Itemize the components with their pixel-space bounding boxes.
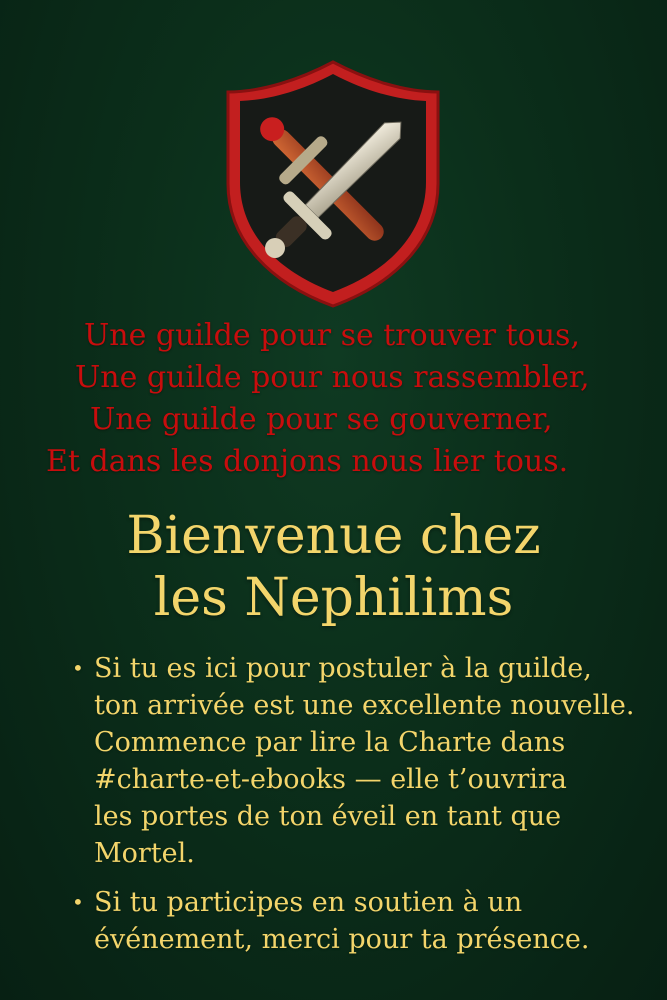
bullet-icon: • <box>72 890 84 914</box>
bullet-line: Si tu es ici pour postuler à la guilde, <box>94 653 592 684</box>
bullet-line: Si tu participes en soutien à un <box>94 887 523 918</box>
title-line: les Nephilims <box>153 568 514 628</box>
bullet-line: événement, merci pour ta présence. <box>94 924 590 955</box>
page-title <box>0 505 667 629</box>
crossed-swords-shield-icon <box>222 58 444 310</box>
bullet-line: #charte-et-ebooks — elle t’ouvrira <box>94 764 567 795</box>
bullet-line: ton arrivée est une excellente nouvelle. <box>94 690 635 721</box>
bullet-line: les portes de ton éveil en tant que <box>94 801 562 832</box>
poem-line: Une guilde pour nous rassembler, <box>75 360 590 395</box>
list-item <box>70 884 640 958</box>
poem-line: Et dans les donjons nous lier tous. <box>46 444 569 479</box>
poem-line: Une guilde pour se trouver tous, <box>84 318 580 353</box>
bullet-list <box>70 650 640 958</box>
bullet-icon: • <box>72 656 84 680</box>
poem-line: Une guilde pour se gouverner, <box>90 402 553 437</box>
title-line: Bienvenue chez <box>126 506 541 566</box>
bullet-line: Mortel. <box>94 838 195 869</box>
bullet-line: Commence par lire la Charte dans <box>94 727 566 758</box>
list-item <box>70 650 640 872</box>
